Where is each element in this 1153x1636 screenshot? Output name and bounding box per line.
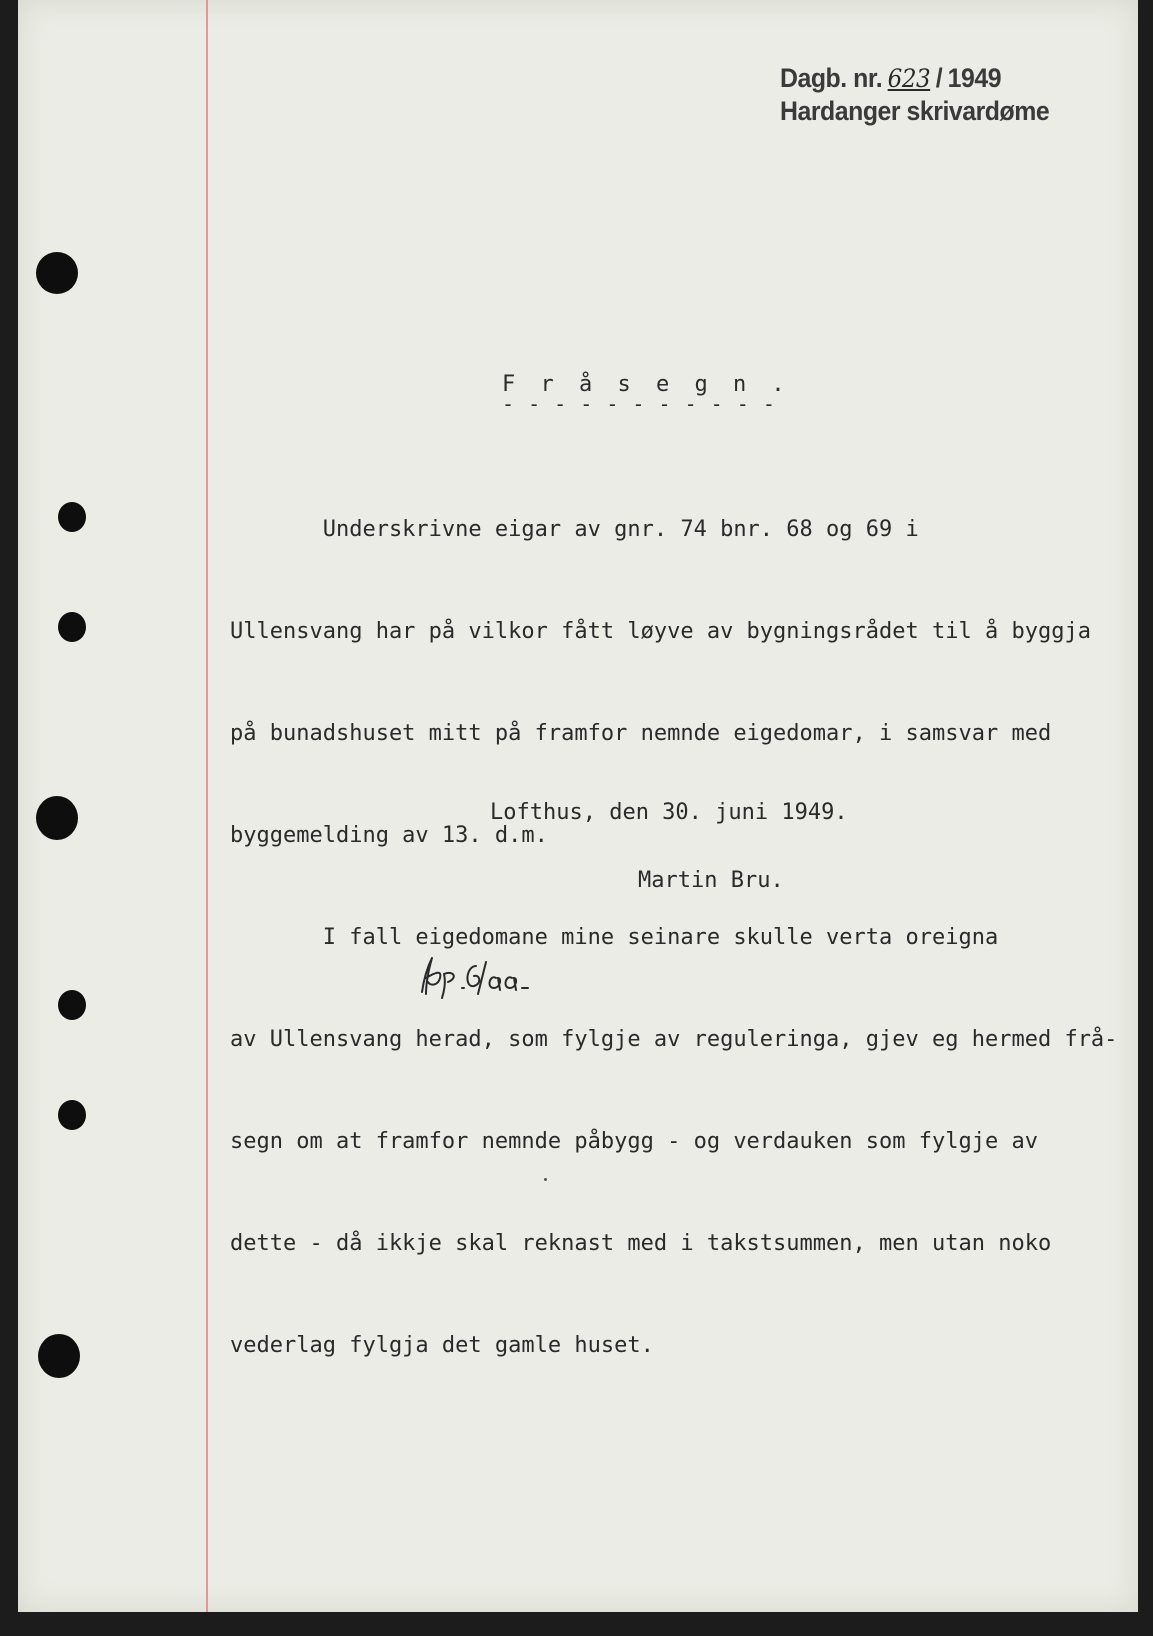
margin-rule: [206, 0, 208, 1612]
body-line: Underskrivne eigar av gnr. 74 bnr. 68 og 69 i: [230, 517, 919, 542]
handwritten-initials: [414, 948, 564, 1012]
stamp-prefix: Dagb. nr.: [780, 63, 883, 93]
document-body: [230, 445, 1130, 1431]
punch-hole: [58, 990, 86, 1020]
punch-hole: [58, 1100, 86, 1130]
body-line: på bunadshuset mitt på framfor nemnde eigedomar, i samsvar med: [230, 721, 1052, 746]
punch-hole: [58, 502, 86, 532]
handwritten-initials-mark: [414, 948, 564, 1008]
document-heading: F r å s e g n .: [502, 372, 791, 397]
heading-underline: - - - - - - - - - - -: [502, 392, 776, 416]
signer-name: Martin Bru.: [638, 868, 784, 893]
paper-speck: [544, 1178, 547, 1181]
stamp-office: Hardanger skrivardøme: [780, 96, 1050, 126]
body-line: segn om at framfor nemnde påbygg - og verdauken som fylgje av: [230, 1129, 1038, 1154]
stamp-separator: /: [935, 63, 943, 93]
punch-hole: [36, 252, 78, 294]
body-line: vederlag fylgja det gamle huset.: [230, 1333, 654, 1358]
body-line: av Ullensvang herad, som fylgje av reguleringa, gjev eg hermed frå-: [230, 1027, 1118, 1052]
body-line: Ullensvang har på vilkor fått løyve av bygningsrådet til å byggja: [230, 619, 1091, 644]
stamp-number: 623: [887, 64, 931, 93]
body-line: I fall eigedomane mine seinare skulle verta oreigna: [230, 925, 999, 950]
stamp-year: 1949: [947, 63, 1002, 93]
document-page: [18, 0, 1138, 1612]
body-line: byggemelding av 13. d.m.: [230, 823, 548, 848]
punch-hole: [38, 1334, 80, 1378]
registry-stamp: [780, 62, 1049, 127]
body-line: dette - då ikkje skal reknast med i takstsummen, men utan noko: [230, 1231, 1052, 1256]
place-date: Lofthus, den 30. juni 1949.: [490, 800, 848, 825]
punch-hole: [58, 612, 86, 642]
punch-hole: [36, 796, 78, 840]
